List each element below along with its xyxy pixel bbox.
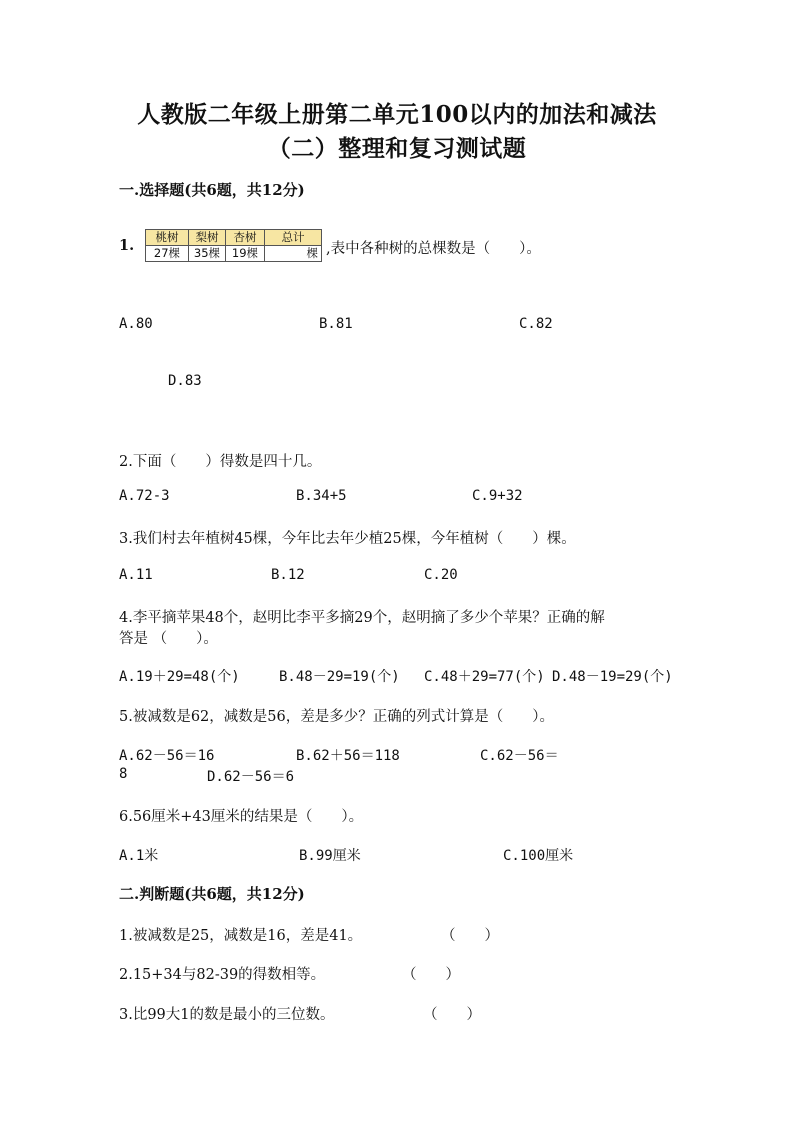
- section-heading-judge: 二.判断题(共6题，共12分): [119, 885, 305, 903]
- q6-option-a: A.1米: [119, 848, 159, 864]
- question-4-text-line1: 4.李平摘苹果48个，赵明比李平多摘29个，赵明摘了多少个苹果？正确的解: [119, 610, 605, 626]
- table-cell-pear: 35棵: [189, 246, 226, 262]
- q4-option-b: B.48－29=19(个): [279, 669, 400, 685]
- question-5-text: 5.被减数是62，减数是56，差是多少？正确的列式计算是（ ）。: [119, 709, 554, 725]
- q3-option-c: C.20: [424, 567, 458, 583]
- q5-option-c: C.62－56＝: [480, 748, 559, 764]
- judge-1-blank[interactable]: （ ）: [441, 928, 499, 944]
- table-header-peach: 桃树: [146, 230, 189, 246]
- table-header-pear: 梨树: [189, 230, 226, 246]
- table-header-total: 总计: [265, 230, 322, 246]
- table-header-apricot: 杏树: [226, 230, 265, 246]
- q1-option-a: A.80: [119, 316, 153, 332]
- table-cell-total: 棵: [265, 246, 322, 262]
- q4-option-c: C.48＋29=77(个): [424, 669, 545, 685]
- judge-3-text: 3.比99大1的数是最小的三位数。: [119, 1007, 335, 1023]
- q5-option-a: A.62－56＝16: [119, 748, 215, 764]
- q1-option-d: D.83: [168, 373, 202, 389]
- page-title-line1: 人教版二年级上册第二单元100以内的加法和减法: [137, 101, 657, 128]
- q1-option-c: C.82: [519, 316, 553, 332]
- q2-option-c: C.9+32: [472, 488, 523, 504]
- q5-option-b: B.62＋56＝118: [296, 748, 400, 764]
- question-1-text: ,表中各种树的总棵数是（ ）。: [326, 241, 541, 257]
- page-title-line2: （二）整理和复习测试题: [267, 135, 527, 162]
- q3-option-a: A.11: [119, 567, 153, 583]
- question-2-text: 2.下面（ ）得数是四十几。: [119, 454, 322, 470]
- question-1-number: 1.: [119, 237, 135, 254]
- q2-option-a: A.72-3: [119, 488, 170, 504]
- q6-option-c: C.100厘米: [503, 848, 574, 864]
- q1-option-b: B.81: [319, 316, 353, 332]
- question-6-text: 6.56厘米+43厘米的结果是（ ）。: [119, 809, 364, 825]
- question-3-text: 3.我们村去年植树45棵，今年比去年少植25棵，今年植树（ ）棵。: [119, 531, 576, 547]
- judge-2-text: 2.15+34与82-39的得数相等。: [119, 967, 326, 983]
- q6-option-b: B.99厘米: [299, 848, 361, 864]
- tree-count-table: [145, 229, 322, 262]
- question-4-text-line2: 答是 （ ）。: [119, 631, 218, 647]
- q4-option-d: D.48－19=29(个): [552, 669, 673, 685]
- q5-option-c-continued: 8: [119, 766, 128, 782]
- judge-3-blank[interactable]: （ ）: [423, 1007, 481, 1023]
- table-cell-peach: 27棵: [146, 246, 189, 262]
- judge-1-text: 1.被减数是25，减数是16，差是41。: [119, 928, 363, 944]
- table-cell-apricot: 19棵: [226, 246, 265, 262]
- judge-2-blank[interactable]: （ ）: [402, 967, 460, 983]
- q3-option-b: B.12: [271, 567, 305, 583]
- q5-option-d: D.62－56＝6: [207, 769, 295, 785]
- q4-option-a: A.19＋29=48(个): [119, 669, 240, 685]
- q2-option-b: B.34+5: [296, 488, 347, 504]
- section-heading-choice: 一.选择题(共6题，共12分): [119, 181, 305, 199]
